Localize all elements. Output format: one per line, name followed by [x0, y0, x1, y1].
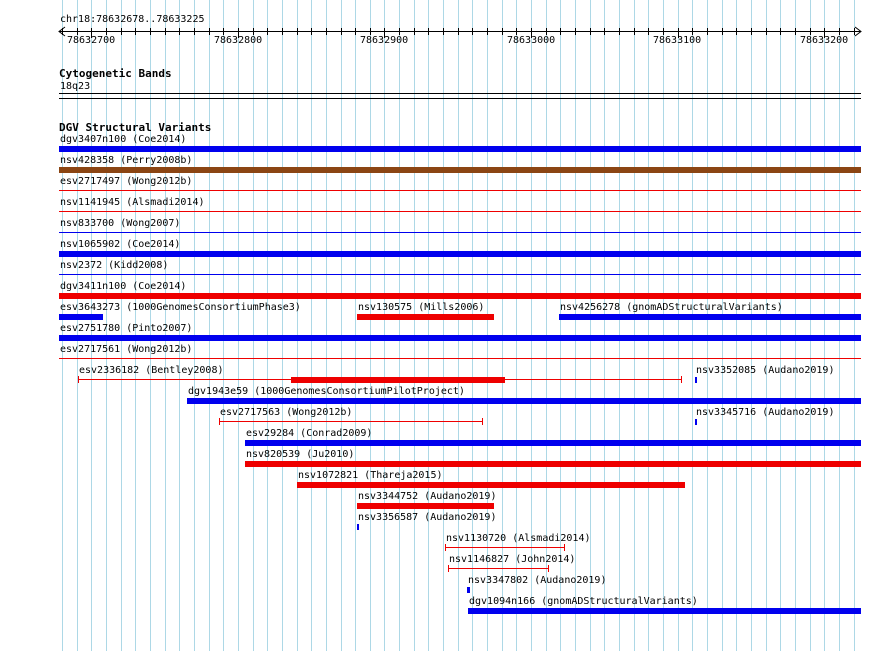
variant-label[interactable]: esv2717497 (Wong2012b) [60, 176, 193, 187]
variant-label[interactable]: nsv1146827 (John2014) [449, 554, 576, 565]
ruler-tick-label[interactable]: 78633100 [653, 35, 702, 46]
variant-bar [59, 293, 861, 299]
variant-bar [59, 314, 103, 320]
region-label: chr18:78632678..78633225 [60, 14, 205, 25]
variant-label[interactable]: esv2717563 (Wong2012b) [220, 407, 353, 418]
variant-label[interactable]: dgv1094n166 (gnomADStructuralVariants) [469, 596, 698, 607]
variant-bar [357, 524, 359, 530]
variant-bar [291, 377, 505, 383]
variant-bar [59, 335, 861, 341]
variant-bar [187, 398, 861, 404]
variant-bar [357, 503, 494, 509]
variant-label[interactable]: dgv1943e59 (1000GenomesConsortiumPilotProject) [188, 386, 465, 397]
ruler-tick-label[interactable]: 78633000 [507, 35, 556, 46]
variant-bar [559, 314, 861, 320]
ruler-tick-label[interactable]: 78633200 [800, 35, 849, 46]
variant-label[interactable]: nsv1065902 (Coe2014) [60, 239, 181, 250]
variant-label[interactable]: esv29284 (Conrad2009) [246, 428, 373, 439]
variant-bar [59, 167, 861, 173]
variant-bar [468, 608, 861, 614]
cytoband-label: 18q23 [60, 81, 91, 92]
variant-label[interactable]: nsv130575 (Mills2006) [358, 302, 485, 313]
variant-bar [297, 482, 685, 488]
variant-label[interactable]: nsv1130720 (Alsmadi2014) [446, 533, 591, 544]
variant-label[interactable]: dgv3407n100 (Coe2014) [60, 134, 187, 145]
variant-bar [695, 419, 697, 425]
variant-label[interactable]: esv2751780 (Pinto2007) [60, 323, 193, 334]
variant-label[interactable]: nsv3344752 (Audano2019) [358, 491, 497, 502]
variant-label[interactable]: dgv3411n100 (Coe2014) [60, 281, 187, 292]
ruler-tick-label[interactable]: 78632700 [67, 35, 116, 46]
variant-label[interactable]: nsv3352085 (Audano2019) [696, 365, 835, 376]
variant-bar [695, 377, 697, 383]
variant-bar [245, 461, 861, 467]
variant-label[interactable]: esv2336182 (Bentley2008) [79, 365, 224, 376]
variant-label[interactable]: nsv3345716 (Audano2019) [696, 407, 835, 418]
variant-label[interactable]: esv3643273 (1000GenomesConsortiumPhase3) [60, 302, 301, 313]
variant-bar [245, 440, 861, 446]
variant-label[interactable]: nsv833700 (Wong2007) [60, 218, 181, 229]
variant-label[interactable]: esv2717561 (Wong2012b) [60, 344, 193, 355]
variant-label[interactable]: nsv428358 (Perry2008b) [60, 155, 193, 166]
variant-bar [59, 146, 861, 152]
ruler-tick-label[interactable]: 78632800 [214, 35, 263, 46]
variant-label[interactable]: nsv4256278 (gnomADStructuralVariants) [560, 302, 783, 313]
variant-label[interactable]: nsv820539 (Ju2010) [246, 449, 355, 460]
cytogenetic-bands-title: Cytogenetic Bands [59, 67, 172, 80]
variant-label[interactable]: nsv1072821 (Thareja2015) [298, 470, 443, 481]
variant-bar [59, 251, 861, 257]
variant-label[interactable]: nsv2372 (Kidd2008) [60, 260, 169, 271]
variant-bar [467, 587, 470, 593]
variant-label[interactable]: nsv3356587 (Audano2019) [358, 512, 497, 523]
ruler-tick-label[interactable]: 78632900 [360, 35, 409, 46]
variant-bar [357, 314, 494, 320]
variant-label[interactable]: nsv3347802 (Audano2019) [468, 575, 607, 586]
variant-label[interactable]: nsv1141945 (Alsmadi2014) [60, 197, 205, 208]
dgv-track-title: DGV Structural Variants [59, 121, 212, 134]
